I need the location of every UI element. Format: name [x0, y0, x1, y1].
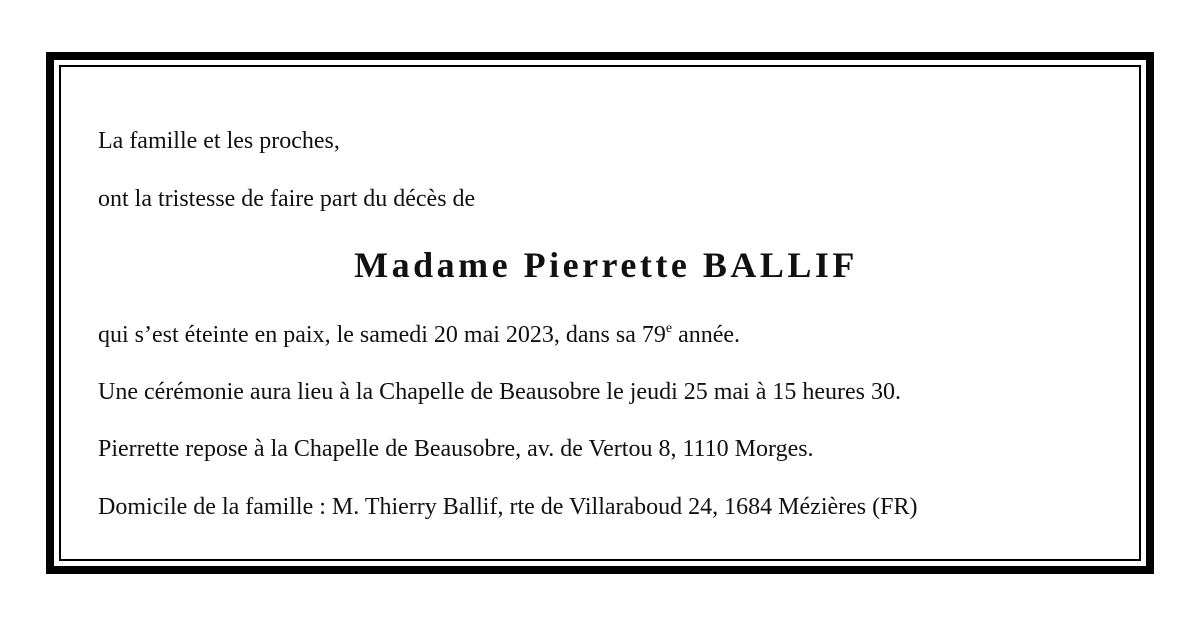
rest-location-line: Pierrette repose à la Chapelle de Beausobre, av. de Vertou 8, 1110 Morges. [98, 436, 814, 462]
family-address-line: Domicile de la famille : M. Thierry Ballif, rte de Villaraboud 24, 1684 Mézières (FR) [98, 494, 918, 520]
death-date-text-end: année. [672, 322, 741, 348]
ceremony-line: Une cérémonie aura lieu à la Chapelle de Beausobre le jeudi 25 mai à 15 heures 30. [98, 379, 902, 405]
ordinal-suffix: e [665, 321, 673, 336]
announcement-line: ont la tristesse de faire part du décès de [98, 186, 476, 212]
obituary-notice [46, 52, 1154, 574]
notice-inner-border [59, 65, 1141, 561]
death-date-line [98, 321, 740, 349]
opening-line: La famille et les proches, [98, 128, 340, 154]
death-date-text: qui s’est éteinte en paix, le samedi 20 mai 2023, dans sa 79 [98, 322, 666, 348]
deceased-name: Madame Pierrette BALLIF [354, 245, 858, 285]
